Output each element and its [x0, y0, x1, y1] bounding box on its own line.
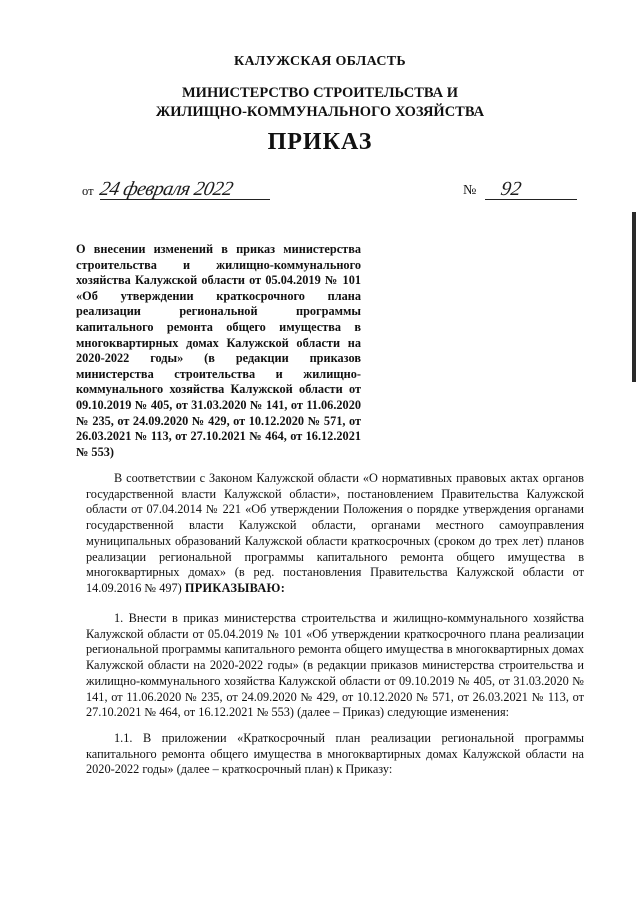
document-type-title: ПРИКАЗ	[267, 129, 373, 155]
item-1-paragraph: 1. Внести в приказ министерства строительства и жилищно-коммунального хозяйства Калужской области от 05.04.2019 № 101 «Об утверждении краткосрочного плана реализации региональной программы капитального ремонта общего имущества в многоквартирных домах Калужской области на 2020-2022 годы» (в редакции приказов министерства строительства и жилищно-коммунального хозяйства Калужской области от 09.10.2019 № 405, от 31.03.2020 № 141, от 11.06.2020 № 235, от 24.09.2020 № 429, от 10.12.2020 № 571, от 26.03.2021 № 113, от 27.10.2021 № 464, от 16.12.2021 № 553) (далее – Приказ) следующие изменения:	[86, 611, 584, 720]
preamble-paragraph	[86, 471, 584, 597]
order-number	[463, 180, 578, 204]
number-prefix: №	[463, 183, 477, 198]
handwritten-number: 92	[499, 178, 524, 200]
region-heading: КАЛУЖСКАЯ ОБЛАСТЬ	[234, 54, 406, 69]
ministry-line-2: ЖИЛИЩНО-КОММУНАЛЬНОГО ХОЗЯЙСТВА	[155, 104, 485, 120]
scan-edge-mark	[632, 212, 636, 382]
preamble-text: В соответствии с Законом Калужской области «О нормативных правовых актах органов государственной власти Калужской области», постановлением Правительства Калужской области от 07.04.2014 № 221 «Об утверждении Положения о порядке утверждения органами государственной власти Калужской области, органами местного самоуправления муниципальных образований Калужской области краткосрочных (сроком до трех лет) планов реализации региональной программы капитального ремонта общего имущества в многоквартирных домах» (в ред. постановления Правительства Калужской области от 14.09.2016 № 497)	[86, 471, 584, 595]
ministry-line-1: МИНИСТЕРСТВО СТРОИТЕЛЬСТВА И	[181, 85, 459, 101]
date-prefix: от	[82, 184, 94, 198]
number-underline	[485, 199, 577, 200]
order-subject: О внесении изменений в приказ министерства строительства и жилищно-коммунального хозяйства Калужской области от 05.04.2019 № 101 «Об утверждении краткосрочного плана реализации региональной программы капитального ремонта общего имущества в многоквартирных домах Калужской области на 2020-2022 годы» (в редакции приказов министерства строительства и жилищно-коммунального хозяйства Калужской области от 09.10.2019 № 405, от 31.03.2020 № 141, от 11.06.2020 № 235, от 24.09.2020 № 429, от 10.12.2020 № 571, от 26.03.2021 № 113, от 27.10.2021 № 464, от 16.12.2021 № 553)	[76, 242, 361, 459]
order-date	[82, 180, 272, 204]
decree-word: ПРИКАЗЫВАЮ:	[184, 580, 286, 595]
item-1-1-paragraph: 1.1. В приложении «Краткосрочный план реализации региональной программы капитального ремонта общего имущества в многоквартирных домах Калужской области на 2020-2022 годы» (далее – краткосрочный план) к Приказу:	[86, 731, 584, 777]
ministry-heading	[0, 84, 640, 122]
handwritten-date: 24 февраля 2022	[97, 178, 235, 200]
date-underline	[100, 199, 270, 200]
